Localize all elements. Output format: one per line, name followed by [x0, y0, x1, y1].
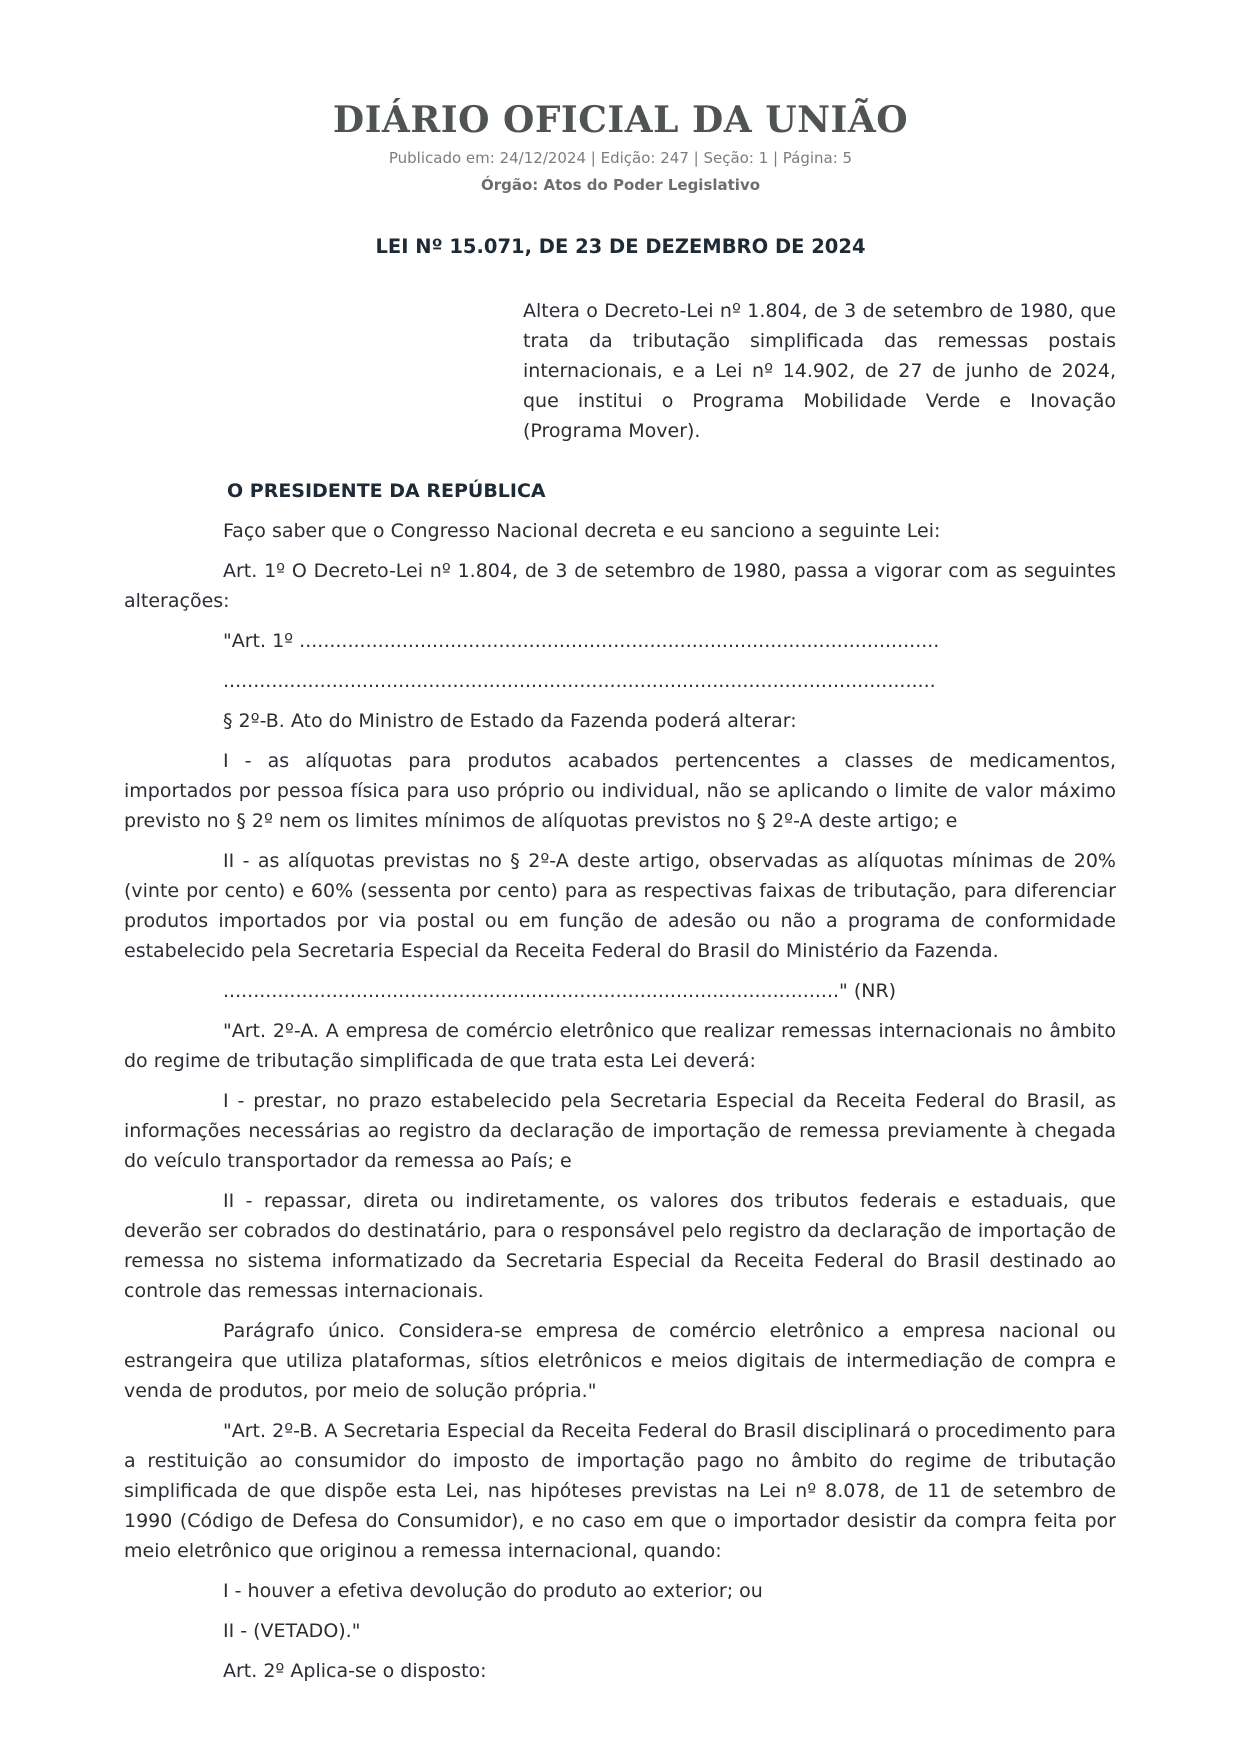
art-1-quote-start: "Art. 1º ..........................................................................................................: [223, 630, 940, 652]
item-i-2b: I - as alíquotas para produtos acabados pertencentes a classes de medicamentos, importados por pessoa física para uso próprio ou individual, não se aplicando o limite de valor máximo previsto no § 2º nem os limites mínimos de alíquotas previstos no § 2º-A deste artigo; e: [124, 750, 1116, 832]
article-1: Art. 1º O Decreto-Lei nº 1.804, de 3 de setembro de 1980, passa a vigorar com as seguintes alterações:: [124, 560, 1116, 612]
publication-title: DIÁRIO OFICIAL DA UNIÃO: [332, 99, 909, 141]
item-i-2b-restitution: I - houver a efetiva devolução do produto ao exterior; ou: [223, 1580, 763, 1602]
ellipsis-line: ......................................................................................................................: [223, 670, 936, 692]
item-ii-2b: II - as alíquotas previstas no § 2º-A deste artigo, observadas as alíquotas mínimas de 20% (vinte por cento) e 60% (sessenta por cento) para as respectivas faixas de tributação, para diferenciar produtos importados por via postal ou em função de adesão ou não a programa de conformidade estabelecido pela Secretaria Especial da Receita Federal do Brasil do Ministério da Fazenda.: [124, 850, 1116, 962]
publication-organ: Órgão: Atos do Poder Legislativo: [480, 176, 761, 194]
publication-meta: Publicado em: 24/12/2024 | Edição: 247 | Seção: 1 | Página: 5: [388, 149, 853, 167]
paragraph-2b: § 2º-B. Ato do Ministro de Estado da Fazenda poderá alterar:: [223, 710, 797, 732]
item-i-2a: I - prestar, no prazo estabelecido pela Secretaria Especial da Receita Federal do Brasil, as informações necessárias ao registro da declaração de importação de remessa previamente à chegada do veículo transportador da remessa ao País; e: [124, 1090, 1116, 1172]
item-ii-vetoed: II - (VETADO).": [223, 1620, 361, 1642]
sole-paragraph-2a: Parágrafo único. Considera-se empresa de comércio eletrônico a empresa nacional ou estrangeira que utiliza plataformas, sítios eletrônicos e meios digitais de intermediação de compra e venda de produtos, por meio de solução própria.": [124, 1320, 1116, 1402]
article-2a: "Art. 2º-A. A empresa de comércio eletrônico que realizar remessas internacionais no âmbito do regime de tributação simplificada de que trata esta Lei deverá:: [124, 1020, 1116, 1072]
president-heading: O PRESIDENTE DA REPÚBLICA: [227, 480, 546, 502]
enactment-clause: Faço saber que o Congresso Nacional decreta e eu sanciono a seguinte Lei:: [223, 520, 941, 542]
article-2: Art. 2º Aplica-se o disposto:: [223, 1660, 487, 1682]
item-ii-2a: II - repassar, direta ou indiretamente, os valores dos tributos federais e estaduais, que deverão ser cobrados do destinatário, para o responsável pelo registro da declaração de importação de remessa no sistema informatizado da Secretaria Especial da Receita Federal do Brasil destinado ao controle das remessas internacionais.: [124, 1190, 1116, 1302]
law-title: LEI Nº 15.071, DE 23 DE DEZEMBRO DE 2024: [375, 235, 866, 258]
law-ementa: Altera o Decreto-Lei nº 1.804, de 3 de setembro de 1980, que trata da tributação simplificada das remessas postais internacionais, e a Lei nº 14.902, de 27 de junho de 2024, que institui o Programa Mobilidade Verde e Inovação (Programa Mover).: [523, 300, 1116, 442]
ellipsis-line-nr: ......................................................................................................" (NR): [223, 980, 897, 1002]
law-body: [124, 476, 1116, 1696]
article-2b: "Art. 2º-B. A Secretaria Especial da Receita Federal do Brasil disciplinará o procedimento para a restituição ao consumidor do imposto de importação pago no âmbito do regime de tributação simplificada de que dispõe esta Lei, nas hipóteses previstas na Lei nº 8.078, de 11 de setembro de 1990 (Código de Defesa do Consumidor), e no caso em que o importador desistir da compra feita por meio eletrônico que originou a remessa internacional, quando:: [124, 1420, 1116, 1562]
